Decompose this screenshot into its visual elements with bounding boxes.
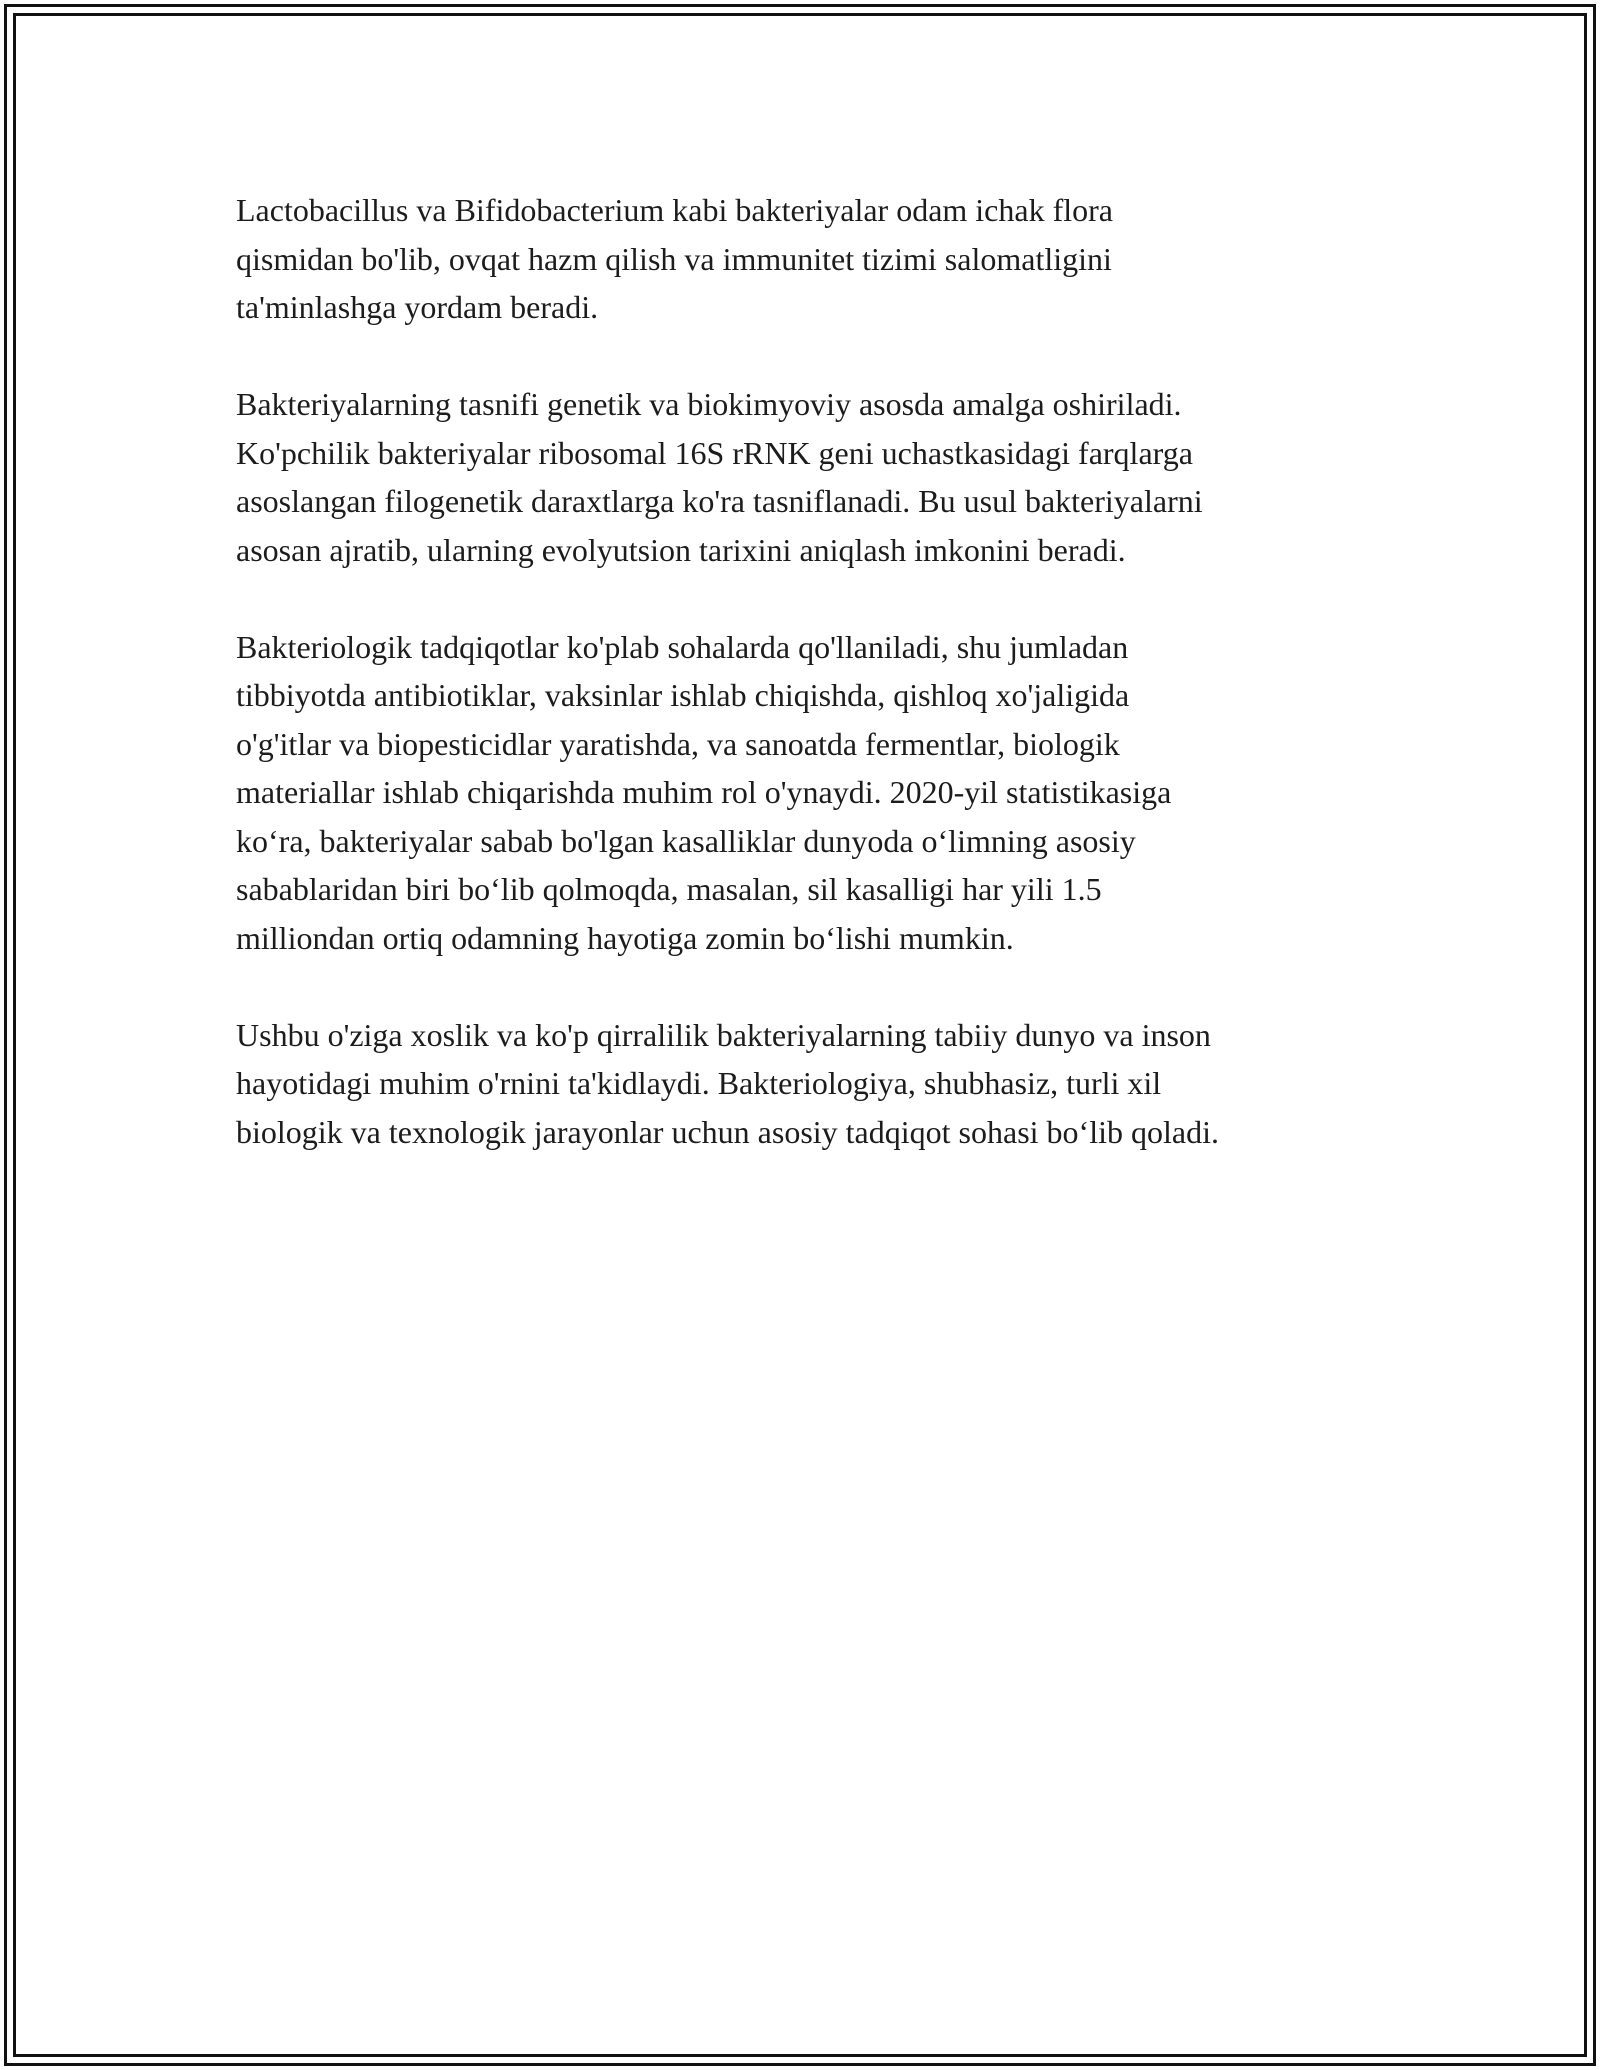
- document-body: [236, 186, 1426, 1205]
- text-line: Lactobacillus va Bifidobacterium kabi bakteriyalar odam ichak flora: [236, 192, 1113, 228]
- paragraph-classification: [236, 380, 1426, 574]
- text-line: hayotidagi muhim o'rnini ta'kidlaydi. Bakteriologiya, shubhasiz, turli xil: [236, 1065, 1162, 1101]
- text-line: asoslangan filogenetik daraxtlarga ko'ra tasniflanadi. Bu usul bakteriyalarni: [236, 483, 1203, 519]
- text-line: tibbiyotda antibiotiklar, vaksinlar ishlab chiqishda, qishloq xo'jaligida: [236, 677, 1130, 713]
- text-line: Ushbu o'ziga xoslik va ko'p qirralilik bakteriyalarning tabiiy dunyo va inson: [236, 1016, 1211, 1053]
- text-line: milliondan ortiq odamning hayotiga zomin bo‘lishi mumkin.: [236, 919, 1014, 956]
- paragraph-applications: [236, 623, 1426, 963]
- text-line: Bakteriyalarning tasnifi genetik va biokimyoviy asosda amalga oshiriladi.: [236, 386, 1182, 422]
- text-line: materiallar ishlab chiqarishda muhim rol o'ynaydi. 2020-yil statistikasiga: [236, 774, 1172, 810]
- text-line: ko‘ra, bakteriyalar sabab bo'lgan kasalliklar dunyoda o‘limning asosiy: [236, 822, 1136, 859]
- text-line: Ko'pchilik bakteriyalar ribosomal 16S rRNK geni uchastkasidagi farqlarga: [236, 434, 1193, 471]
- text-line: asosan ajratib, ularning evolyutsion tarixini aniqlash imkonini beradi.: [236, 531, 1126, 568]
- text-line: o'g'itlar va biopesticidlar yaratishda, va sanoatda fermentlar, biologik: [236, 725, 1120, 762]
- text-line: ta'minlashga yordam beradi.: [236, 289, 599, 325]
- paragraph-conclusion: [236, 1011, 1426, 1157]
- paragraph-probiotics: [236, 186, 1426, 332]
- text-line: biologik va texnologik jarayonlar uchun asosiy tadqiqot sohasi bo‘lib qoladi.: [236, 1113, 1219, 1150]
- text-line: sabablaridan biri bo‘lib qolmoqda, masalan, sil kasalligi har yili 1.5: [236, 871, 1102, 907]
- text-line: Bakteriologik tadqiqotlar ko'plab sohalarda qo'llaniladi, shu jumladan: [236, 628, 1129, 665]
- text-line: qismidan bo'lib, ovqat hazm qilish va immunitet tizimi salomatligini: [236, 240, 1112, 277]
